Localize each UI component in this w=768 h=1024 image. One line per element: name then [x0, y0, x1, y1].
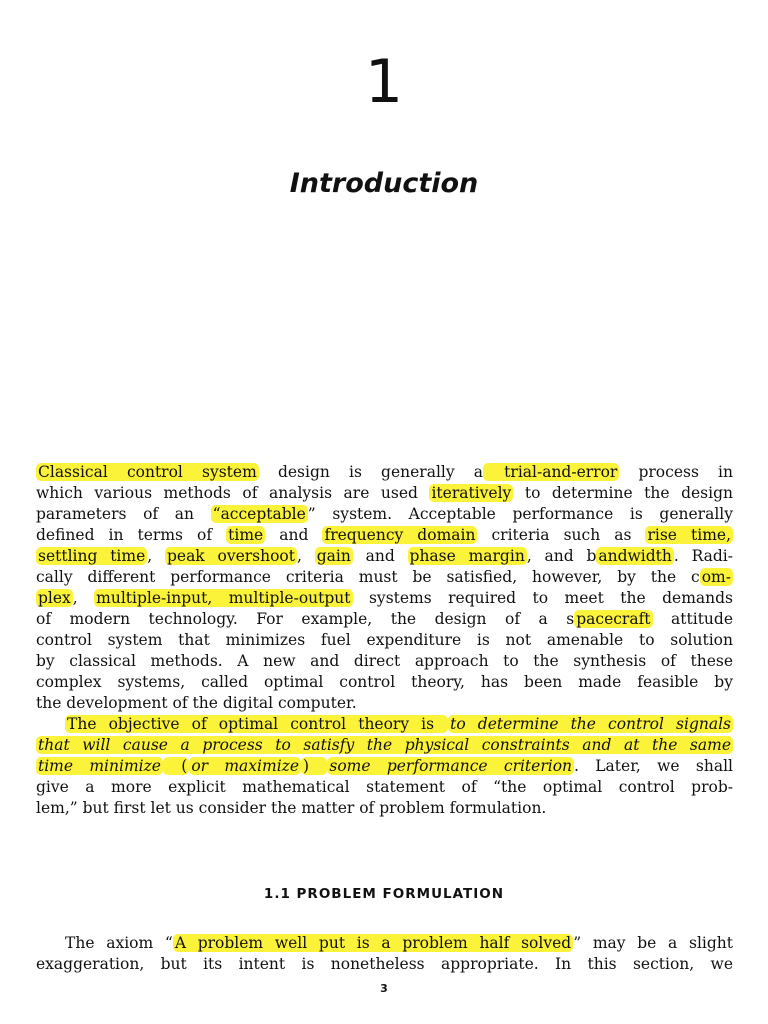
highlight: time	[228, 526, 264, 544]
highlight: that will cause a process to satisfy the physical constraints and at the same	[38, 736, 731, 754]
highlight: to determine the control signals	[450, 715, 731, 733]
paragraph-intro	[36, 462, 733, 819]
text-line: give a more explicit mathematical statement of “the optimal control prob-	[36, 778, 733, 796]
highlight: phase margin	[409, 547, 525, 565]
highlight: pacecraft	[576, 610, 651, 628]
highlight: time minimize	[38, 757, 161, 775]
highlight: andwidth	[598, 547, 672, 565]
text-line: which various methods of analysis are used iteratively to determine the design	[36, 484, 733, 502]
text-line: exaggeration, but its intent is nonetheless appropriate. In this section, we	[36, 955, 733, 973]
text-line: plex , multiple-input, multiple-output systems required to meet the demands	[38, 589, 733, 607]
highlight: rise time,	[647, 526, 732, 544]
text-line: defined in terms of time and frequency domain criteria such as rise time,	[36, 526, 732, 544]
text-line: complex systems, called optimal control theory, has been made feasible by	[36, 673, 733, 691]
highlight: multiple-input, multiple-output	[96, 589, 351, 607]
highlight: “acceptable	[212, 505, 306, 523]
highlight: frequency domain	[324, 526, 476, 544]
text-line: Classical control system design is generally a trial-and-error process in	[38, 463, 733, 481]
text-line: parameters of an “acceptable ” system. Acceptable performance is generally	[36, 505, 733, 523]
highlight: plex	[38, 589, 71, 607]
highlight: some performance criterion	[329, 757, 573, 775]
text-line: by classical methods. A new and direct approach to the synthesis of these	[36, 652, 733, 670]
text-line: the development of the digital computer.	[36, 694, 357, 712]
highlight: The objective of optimal control theory is	[67, 715, 447, 733]
highlight: trial-and-error	[485, 463, 618, 481]
highlight: peak overshoot	[166, 547, 295, 565]
chapter-number: 1	[364, 47, 404, 117]
section-heading: 1.1 PROBLEM FORMULATION	[263, 886, 505, 902]
text-line: cally different performance criteria must be satisfied, however, by the c om-	[36, 568, 731, 586]
text-line: settling time , peak overshoot , gain and phase margin , and b andwidth . Radi-	[38, 547, 734, 565]
highlight: om-	[701, 568, 731, 586]
paragraph-problem-formulation	[36, 933, 733, 975]
text-line: of modern technology. For example, the design of a s pacecraft attitude	[36, 610, 733, 628]
text-line	[36, 735, 733, 756]
text-line: The axiom “ A problem well put is a problem half solved ” may be a slight	[65, 934, 733, 952]
highlight: A problem well put is a problem half solved	[174, 934, 572, 952]
highlight: iteratively	[431, 484, 512, 502]
highlight: settling time	[38, 547, 146, 565]
text-line: time minimize ( or maximize ) some performance criterion . Later, we shall	[38, 757, 733, 775]
highlight: Classical control system	[38, 463, 257, 481]
text-line: lem,” but first let us consider the matter of problem formulation.	[36, 799, 547, 817]
text-line	[36, 714, 733, 735]
highlight: gain	[316, 547, 351, 565]
page-number: 3	[380, 982, 388, 995]
highlight: or maximize	[191, 757, 299, 775]
text-line: control system that minimizes fuel expenditure is not amenable to solution	[36, 631, 733, 649]
chapter-title: Introduction	[289, 168, 479, 199]
